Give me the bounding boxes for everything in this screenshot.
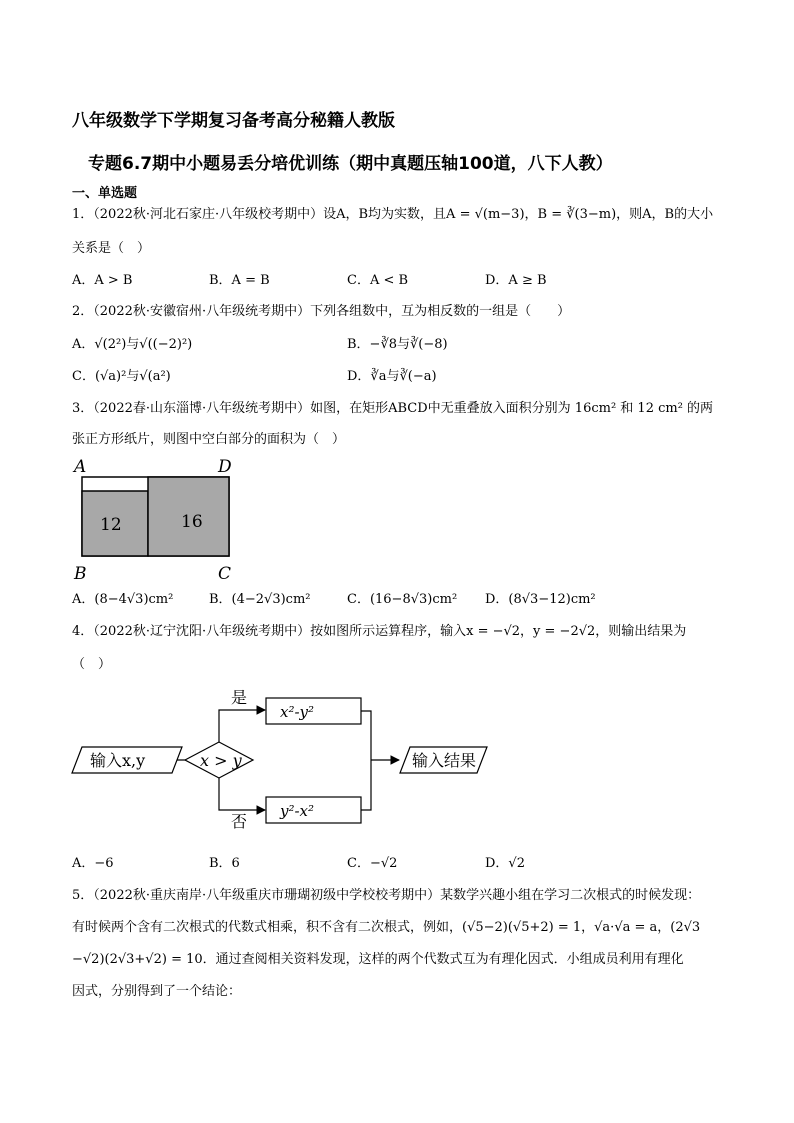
no-expression: y²-x²	[280, 802, 315, 820]
q3-option-a: A．(8−4√3)cm²	[72, 592, 174, 607]
q4-stem-line2: （ ）	[72, 657, 112, 672]
q2-option-d: D．∛a与∛(−a)	[347, 369, 437, 384]
q1-option-b: B．A = B	[209, 273, 270, 288]
q5-line4: 因式，分别得到了一个结论：	[72, 984, 242, 999]
q1-option-d: D．A ≥ B	[485, 273, 547, 288]
corner-b-label: B	[74, 564, 87, 584]
q2-option-b: B．−∛8与∛(−8)	[347, 337, 448, 352]
q4-stem-line1: 4．（2022秋·辽宁沈阳·八年级统考期中）按如图所示运算程序，输入x = −√2，y = −2√2，则输出结果为	[72, 624, 687, 639]
q3-option-b: B．(4−2√3)cm²	[209, 592, 311, 607]
yes-expression: x²-y²	[280, 703, 315, 721]
q1-stem-line1: 1．（2022秋·河北石家庄·八年级校考期中）设A，B均为实数，且A = √(m−3)，B = ∛(3−m)，则A，B的大小	[72, 207, 714, 222]
series-title: 八年级数学下学期复习备考高分秘籍人教版	[72, 111, 395, 131]
output-label: 输入结果	[412, 751, 477, 770]
condition-label: x > y	[200, 751, 242, 770]
q4-option-d: D．√2	[485, 856, 525, 871]
q5-line3: −√2)(2√3+√2) = 10．通过查阅相关资料发现，这样的两个代数式互为有理化因式．小组成员利用有理化	[72, 952, 684, 967]
q1-option-a: A．A > B	[72, 273, 133, 288]
small-square-area: 12	[100, 515, 122, 535]
section-heading: 一、单选题	[72, 186, 138, 201]
no-label: 否	[231, 812, 248, 831]
q4-option-a: A．−6	[72, 856, 114, 871]
q2-option-c: C．(√a)²与√(a²)	[72, 369, 171, 384]
corner-d-label: D	[218, 457, 232, 477]
q1-stem-line2: 关系是（ ）	[72, 241, 151, 256]
yes-label: 是	[231, 688, 248, 707]
document-title: 专题6.7期中小题易丢分培优训练（期中真题压轴100道，八下人教）	[88, 154, 613, 174]
q3-option-c: C．(16−8√3)cm²	[347, 592, 458, 607]
q3-stem-line2: 张正方形纸片，则图中空白部分的面积为（ ）	[72, 432, 346, 447]
q2-option-a: A．√(2²)与√((−2)²)	[72, 337, 193, 352]
q4-option-b: B．6	[209, 856, 240, 871]
input-label: 输入x,y	[90, 751, 146, 770]
corner-c-label: C	[218, 564, 232, 584]
flowchart	[70, 682, 490, 842]
q4-option-c: C．−√2	[347, 856, 398, 871]
rectangle-figure	[70, 455, 245, 585]
q5-line1: 5．（2022秋·重庆南岸·八年级重庆市珊瑚初级中学校校考期中）某数学兴趣小组在学习二次根式的时候发现：	[72, 888, 701, 903]
corner-a-label: A	[74, 457, 87, 477]
q5-line2: 有时候两个含有二次根式的代数式相乘，积不含有二次根式，例如，(√5−2)(√5+2) = 1，√a·√a = a，(2√3	[72, 920, 701, 935]
large-square-area: 16	[181, 512, 203, 532]
q3-option-d: D．(8√3−12)cm²	[485, 592, 596, 607]
q3-stem-line1: 3．（2022春·山东淄博·八年级统考期中）如图，在矩形ABCD中无重叠放入面积分别为 16cm² 和 12 cm² 的两	[72, 401, 714, 416]
q2-stem: 2．（2022秋·安徽宿州·八年级统考期中）下列各组数中，互为相反数的一组是（ ）	[72, 304, 571, 319]
q1-option-c: C．A < B	[347, 273, 409, 288]
